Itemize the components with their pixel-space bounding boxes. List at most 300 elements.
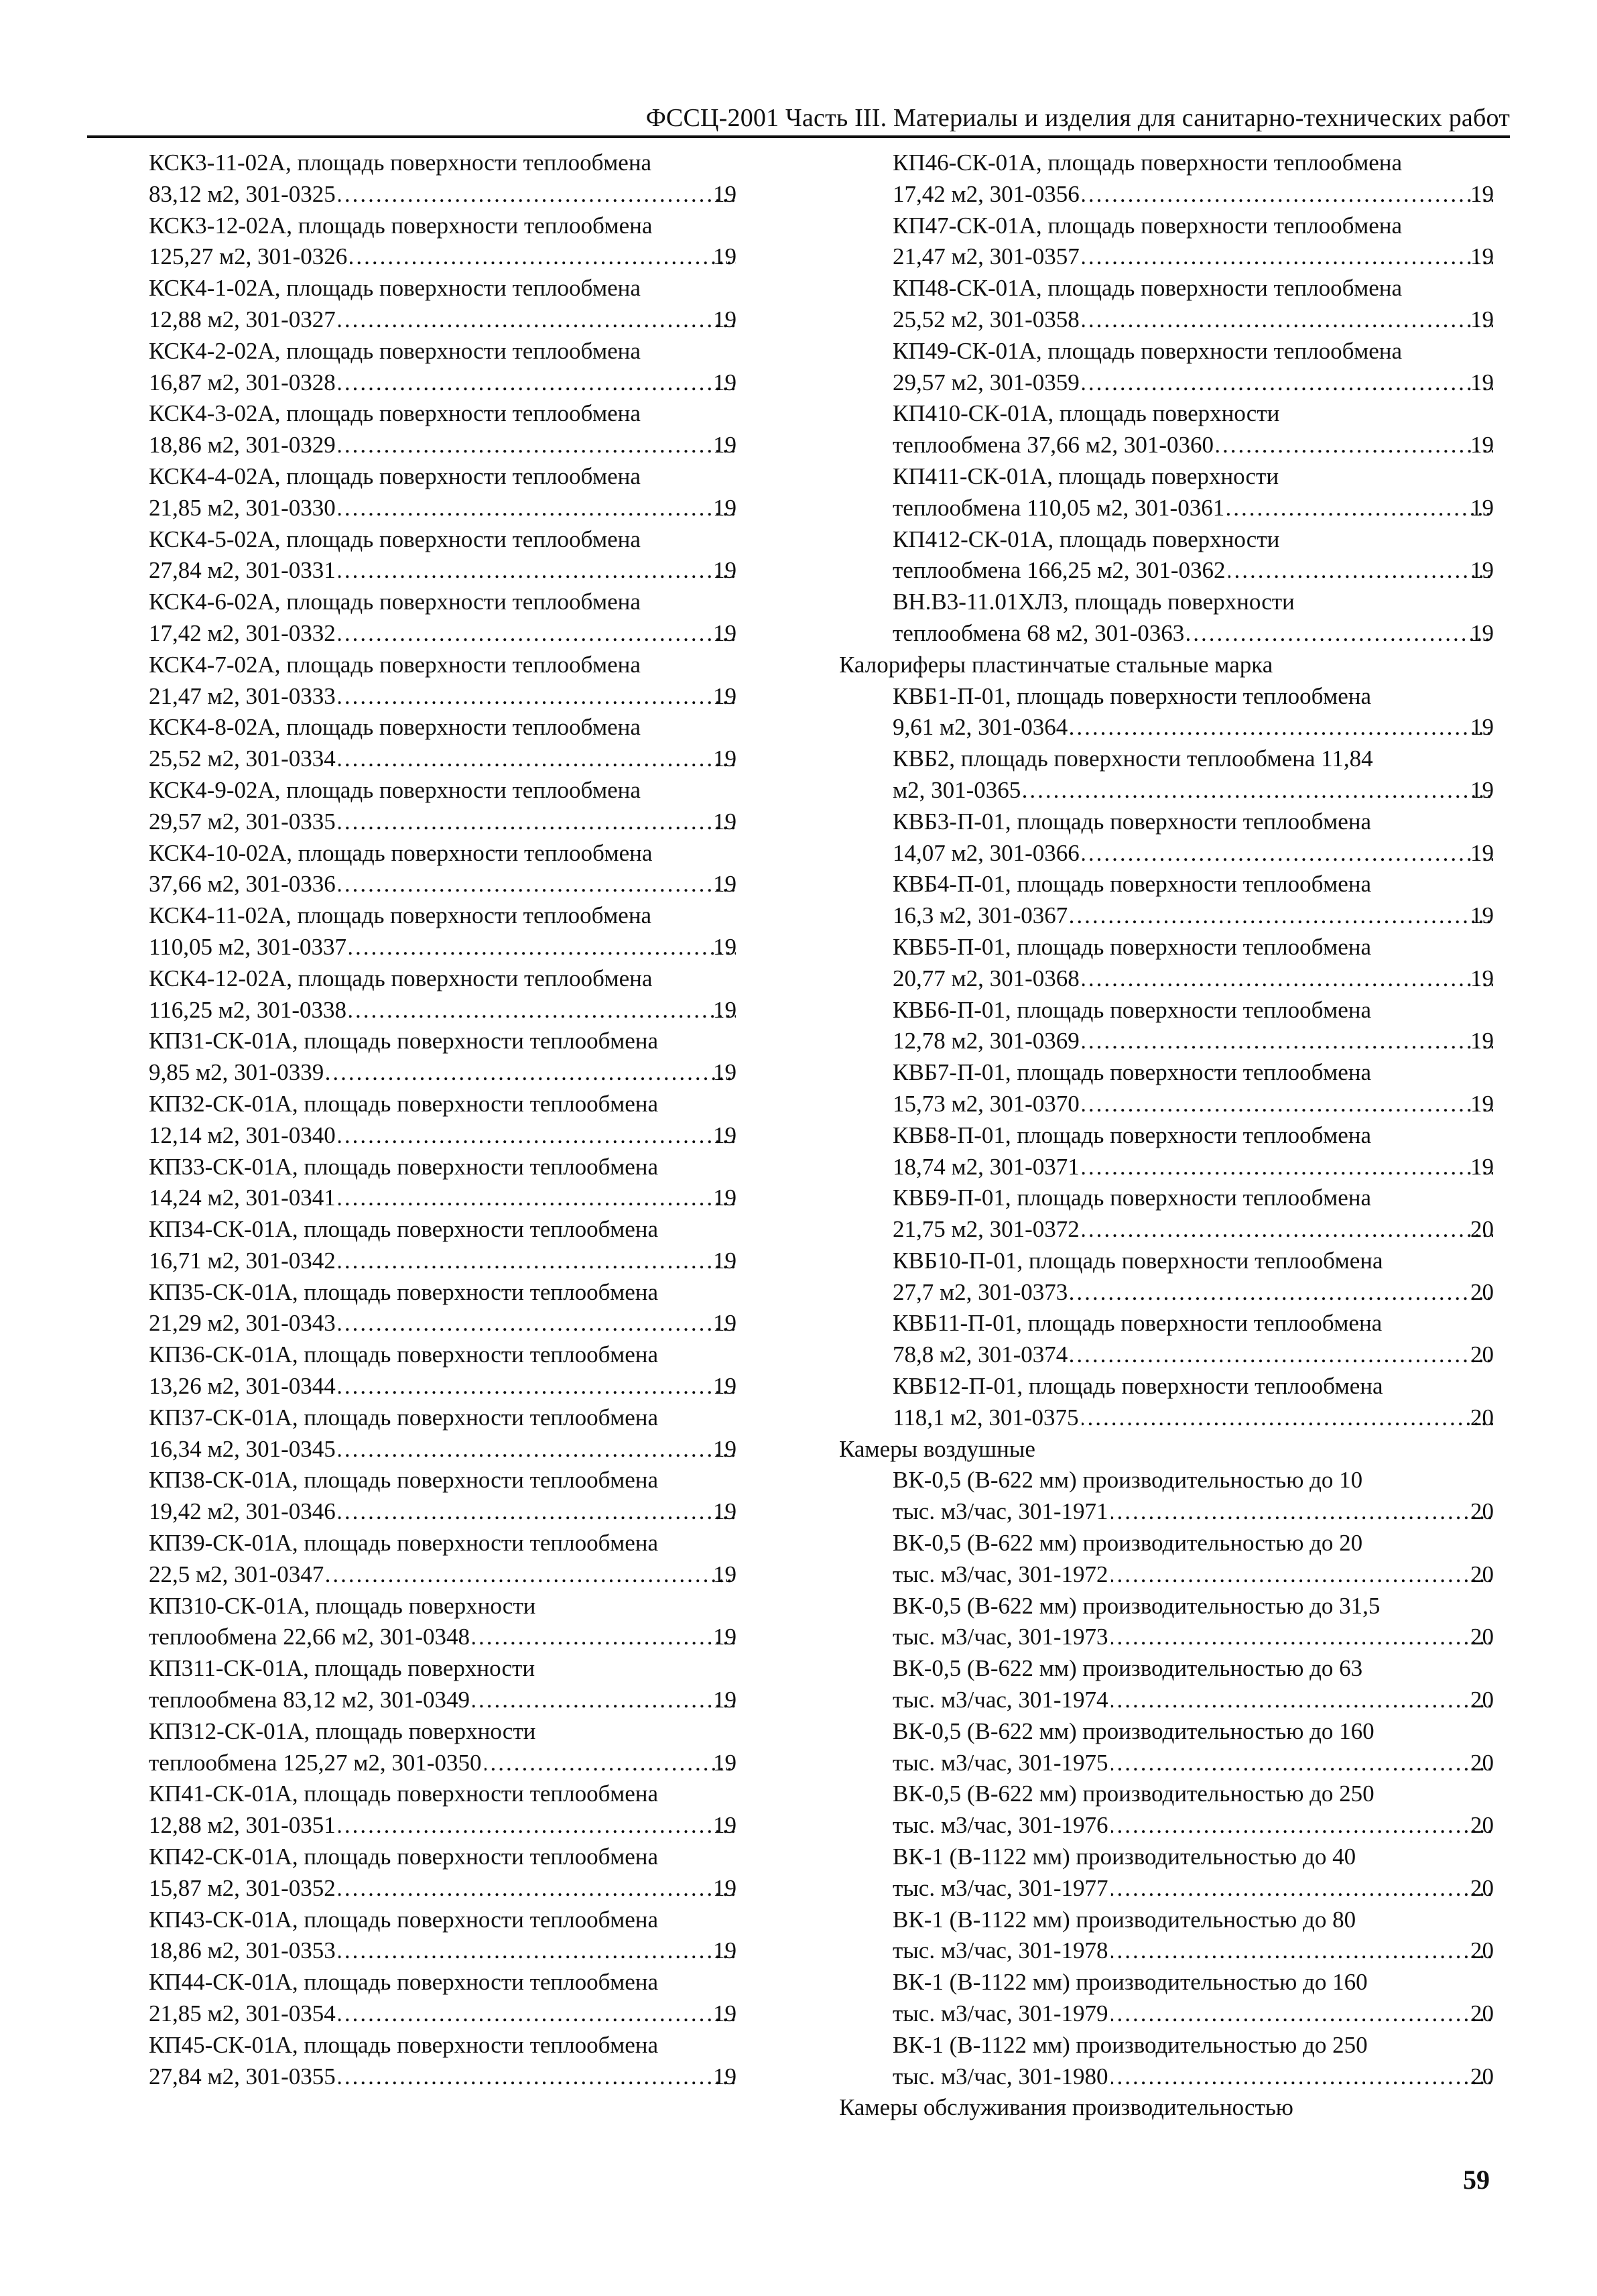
- entry-ref-line: 37,66 м2, 301-0336 ..... 19: [174, 869, 739, 900]
- entry-ref-line: 21,47 м2, 301-0357 ..... 19: [918, 241, 1496, 273]
- entry-code: теплообмена 37,66 м2, 301-0360: [893, 432, 1214, 459]
- entry-title: КВБ8-П-01, площадь поверхности теплообмена: [893, 1122, 1372, 1148]
- entry-title: КСК4-3-02А, площадь поверхности теплообмена: [149, 400, 641, 427]
- entry-title: КП411-СК-01А, площадь поверхности: [893, 463, 1279, 489]
- dot-leader: [338, 367, 736, 399]
- entry-title: КСК4-12-02А, площадь поверхности теплообмена: [149, 965, 653, 991]
- dot-leader: [1228, 555, 1494, 587]
- index-entry: [149, 1214, 739, 1277]
- index-entry: [149, 1778, 739, 1841]
- dot-leader: [338, 1998, 736, 2030]
- entry-ref-line: 17,42 м2, 301-0332 ..... 19: [174, 618, 739, 650]
- dot-leader: [1187, 618, 1493, 650]
- entry-ref-line: тыс. м3/час, 301-1978 ..... 20: [918, 1935, 1496, 1967]
- entry-code: тыс. м3/час, 301-1976: [893, 1812, 1108, 1839]
- entry-code: 18,86 м2, 301-0353: [149, 1937, 336, 1964]
- dot-leader: [326, 1057, 736, 1089]
- entry-code: м2, 301-0365: [893, 776, 1021, 803]
- entry-title: ВК-0,5 (В-622 мм) производительностью до 160: [893, 1717, 1375, 1744]
- entry-ref-line: 118,1 м2, 301-0375 ..... 20: [918, 1402, 1496, 1434]
- entry-ref-line: 19,42 м2, 301-0346 ..... 19: [174, 1496, 739, 1528]
- entry-ref-line: тыс. м3/час, 301-1973 ..... 20: [918, 1622, 1496, 1653]
- entry-title: КП311-СК-01А, площадь поверхности: [149, 1655, 535, 1682]
- entry-code: 14,24 м2, 301-0341: [149, 1185, 336, 1211]
- entry-ref-line: 13,26 м2, 301-0344 ..... 19: [174, 1371, 739, 1402]
- entry-code: 12,14 м2, 301-0340: [149, 1122, 336, 1148]
- entry-ref-line: 83,12 м2, 301-0325 ..... 19: [174, 179, 739, 210]
- dot-leader: [338, 681, 736, 713]
- entry-code: теплообмена 110,05 м2, 301-0361: [893, 494, 1225, 521]
- entry-code: 21,85 м2, 301-0354: [149, 2000, 336, 2027]
- entry-title: КВБ5-П-01, площадь поверхности теплообмена: [893, 933, 1372, 960]
- entry-code: 17,42 м2, 301-0356: [893, 180, 1080, 207]
- entry-ref-line: тыс. м3/час, 301-1972 ..... 20: [918, 1559, 1496, 1591]
- entry-ref-line: 25,52 м2, 301-0358 ..... 19: [918, 304, 1496, 336]
- index-entry: [149, 1277, 739, 1340]
- entry-title: КСК4-11-02А, площадь поверхности теплообмена: [149, 902, 652, 929]
- entry-ref-line: теплообмена 166,25 м2, 301-0362 ..... 19: [918, 555, 1496, 587]
- entry-ref-line: 125,27 м2, 301-0326 ..... 19: [174, 241, 739, 273]
- entry-title: КВБ10-П-01, площадь поверхности теплообмена: [893, 1247, 1383, 1274]
- entry-title: КСК4-2-02А, площадь поверхности теплообмена: [149, 337, 641, 364]
- entry-ref-line: 21,75 м2, 301-0372 ..... 20: [918, 1214, 1496, 1246]
- dot-leader: [338, 430, 736, 461]
- entry-title: КВБ3-П-01, площадь поверхности теплообмена: [893, 808, 1372, 835]
- entry-code: 21,75 м2, 301-0372: [893, 1216, 1080, 1243]
- entry-ref-line: теплообмена 37,66 м2, 301-0360 ..... 19: [918, 430, 1496, 461]
- dot-leader: [472, 1685, 736, 1716]
- dot-leader: [1111, 2061, 1493, 2093]
- dot-leader: [1111, 1998, 1493, 2030]
- index-entry: [893, 1591, 1496, 1654]
- index-entry: [149, 336, 739, 399]
- entry-title: ВК-0,5 (В-622 мм) производительностью до 63: [893, 1655, 1363, 1682]
- entry-code: теплообмена 83,12 м2, 301-0349: [149, 1687, 470, 1713]
- entry-code: 21,47 м2, 301-0333: [149, 682, 336, 709]
- entry-code: 21,29 м2, 301-0343: [149, 1310, 336, 1337]
- section-heading: Камеры обслуживания производительностью: [839, 2094, 1293, 2121]
- index-entry: [149, 838, 739, 901]
- index-entry: [893, 1905, 1496, 1968]
- dot-leader: [1111, 1873, 1493, 1905]
- entry-ref-line: 18,86 м2, 301-0353 ..... 19: [174, 1935, 739, 1967]
- entry-code: 15,87 м2, 301-0352: [149, 1874, 336, 1901]
- entry-title: КСК4-8-02А, площадь поверхности теплообмена: [149, 714, 641, 741]
- dot-leader: [349, 995, 736, 1026]
- entry-title: КСК4-9-02А, площадь поверхности теплообмена: [149, 776, 641, 803]
- entry-code: 37,66 м2, 301-0336: [149, 871, 336, 898]
- index-entry: [149, 273, 739, 336]
- entry-title: КСК4-4-02А, площадь поверхности теплообмена: [149, 463, 641, 489]
- header-title: ФССЦ-2001 Часть III. Материалы и изделия для санитарно-технических работ: [645, 104, 1510, 132]
- index-entry: [893, 587, 1496, 650]
- entry-title: КП412-СК-01А, площадь поверхности: [893, 526, 1280, 552]
- index-entry: [893, 1057, 1496, 1120]
- index-entry: [893, 1308, 1496, 1371]
- dot-leader: [338, 1434, 736, 1465]
- entry-ref-line: теплообмена 22,66 м2, 301-0348 ..... 19: [174, 1622, 739, 1653]
- index-entry: [893, 147, 1496, 210]
- dot-leader: [485, 1748, 737, 1779]
- entry-code: 25,52 м2, 301-0358: [893, 306, 1080, 333]
- entry-ref-line: 21,85 м2, 301-0330 ..... 19: [174, 493, 739, 524]
- entry-title: КП49-СК-01А, площадь поверхности теплообмена: [893, 337, 1403, 364]
- dot-leader: [1082, 963, 1493, 995]
- entry-ref-line: тыс. м3/час, 301-1974 ..... 20: [918, 1685, 1496, 1716]
- entry-code: 27,7 м2, 301-0373: [893, 1278, 1068, 1305]
- entry-title: КСК4-6-02А, площадь поверхности теплообмена: [149, 589, 641, 615]
- entry-code: теплообмена 68 м2, 301-0363: [893, 619, 1185, 646]
- entry-ref-line: 29,57 м2, 301-0335 ..... 19: [174, 806, 739, 838]
- dot-leader: [338, 1496, 736, 1528]
- dot-leader: [326, 1559, 736, 1591]
- entry-title: КП48-СК-01А, площадь поверхности теплообмена: [893, 275, 1403, 302]
- dot-leader: [1023, 775, 1493, 806]
- entry-code: 125,27 м2, 301-0326: [149, 243, 348, 270]
- dot-leader: [338, 806, 736, 838]
- entry-title: ВК-0,5 (В-622 мм) производительностью до 31,5: [893, 1592, 1381, 1619]
- dot-leader: [1070, 900, 1493, 932]
- entry-title: КСК4-7-02А, площадь поверхности теплообмена: [149, 651, 641, 678]
- index-entry: [893, 869, 1496, 932]
- index-entry: [149, 1152, 739, 1215]
- entry-code: 27,84 м2, 301-0355: [149, 2063, 336, 2090]
- entry-ref-line: 21,85 м2, 301-0354 ..... 19: [174, 1998, 739, 2030]
- entry-code: 18,74 м2, 301-0371: [893, 1153, 1080, 1180]
- entry-title: ВК-1 (В-1122 мм) производительностью до 250: [893, 2031, 1368, 2058]
- index-entry: [149, 587, 739, 650]
- dot-leader: [1082, 1402, 1493, 1434]
- index-entry: [893, 210, 1496, 274]
- dot-leader: [338, 1371, 736, 1402]
- dot-leader: [1111, 1559, 1493, 1591]
- entry-title: КП312-СК-01А, площадь поверхности: [149, 1717, 536, 1744]
- entry-title: КСК3-12-02А, площадь поверхности теплообмена: [149, 212, 653, 239]
- dot-leader: [472, 1622, 736, 1653]
- index-entry: [149, 1841, 739, 1905]
- entry-ref-line: 9,85 м2, 301-0339 ..... 19: [174, 1057, 739, 1089]
- index-entry: [149, 650, 739, 713]
- dot-leader: [338, 493, 736, 524]
- index-entry: [893, 806, 1496, 869]
- index-entry: [893, 1653, 1496, 1716]
- entry-ref-line: 9,61 м2, 301-0364 ..... 19: [918, 712, 1496, 743]
- entry-ref-line: тыс. м3/час, 301-1975 ..... 20: [918, 1748, 1496, 1779]
- index-entry: [149, 1591, 739, 1654]
- index-entry: [149, 210, 739, 274]
- entry-code: 13,26 м2, 301-0344: [149, 1373, 336, 1400]
- entry-title: ВК-0,5 (В-622 мм) производительностью до 10: [893, 1467, 1363, 1494]
- dot-leader: [1082, 367, 1493, 399]
- entry-code: тыс. м3/час, 301-1972: [893, 1561, 1108, 1587]
- index-entry: [149, 775, 739, 838]
- entry-title: КСК4-10-02А, площадь поверхности теплообмена: [149, 839, 653, 866]
- entry-ref-line: 22,5 м2, 301-0347 ..... 19: [174, 1559, 739, 1591]
- entry-title: ВК-1 (В-1122 мм) производительностью до 160: [893, 1969, 1368, 1996]
- entry-ref-line: 20,77 м2, 301-0368 ..... 19: [918, 963, 1496, 995]
- entry-ref-line: 14,24 м2, 301-0341 ..... 19: [174, 1183, 739, 1214]
- entry-code: тыс. м3/час, 301-1974: [893, 1687, 1108, 1713]
- entry-title: КП42-СК-01А, площадь поверхности теплообмена: [149, 1844, 659, 1870]
- entry-code: тыс. м3/час, 301-1980: [893, 2063, 1108, 2090]
- index-entry: [893, 2030, 1496, 2093]
- entry-ref-line: 15,73 м2, 301-0370 ..... 19: [918, 1089, 1496, 1120]
- entry-title: КВБ11-П-01, площадь поверхности теплообмена: [893, 1310, 1383, 1337]
- entry-ref-line: теплообмена 110,05 м2, 301-0361 ..... 19: [918, 493, 1496, 524]
- entry-ref-line: 21,29 м2, 301-0343 ..... 19: [174, 1308, 739, 1339]
- entry-title: КП310-СК-01А, площадь поверхности: [149, 1592, 536, 1619]
- entry-ref-line: 12,88 м2, 301-0351 ..... 19: [174, 1810, 739, 1841]
- index-entry: [149, 1528, 739, 1591]
- entry-code: тыс. м3/час, 301-1975: [893, 1749, 1108, 1776]
- entry-title: КВБ9-П-01, площадь поверхности теплообмена: [893, 1185, 1372, 1211]
- entry-code: 21,85 м2, 301-0330: [149, 494, 336, 521]
- entry-title: КП47-СК-01А, площадь поверхности теплообмена: [893, 212, 1403, 239]
- entry-code: 20,77 м2, 301-0368: [893, 965, 1080, 991]
- entry-ref-line: 16,34 м2, 301-0345 ..... 19: [174, 1434, 739, 1465]
- entry-code: 12,88 м2, 301-0351: [149, 1812, 336, 1839]
- index-entry: [893, 995, 1496, 1058]
- index-entry: [893, 1246, 1496, 1309]
- dot-leader: [1216, 430, 1493, 461]
- dot-leader: [1082, 304, 1493, 336]
- entry-title: КП33-СК-01А, площадь поверхности теплообмена: [149, 1153, 659, 1180]
- entry-code: тыс. м3/час, 301-1973: [893, 1624, 1108, 1650]
- entry-ref-line: 12,14 м2, 301-0340 ..... 19: [174, 1120, 739, 1152]
- entry-code: тыс. м3/час, 301-1977: [893, 1874, 1108, 1901]
- section-heading: Камеры воздушные: [839, 1435, 1035, 1462]
- index-entry: [149, 1905, 739, 1968]
- index-entry: [149, 1465, 739, 1528]
- index-entry: [149, 461, 739, 524]
- entry-title: КСК3-11-02А, площадь поверхности теплообмена: [149, 149, 652, 176]
- entry-ref-line: 15,87 м2, 301-0352 ..... 19: [174, 1873, 739, 1905]
- index-entry: [149, 712, 739, 775]
- index-column-right: [839, 147, 1496, 2124]
- entry-code: 12,78 м2, 301-0369: [893, 1028, 1080, 1054]
- entry-title: КП31-СК-01А, площадь поверхности теплообмена: [149, 1028, 659, 1054]
- entry-code: теплообмена 22,66 м2, 301-0348: [149, 1624, 470, 1650]
- entry-code: тыс. м3/час, 301-1978: [893, 1937, 1108, 1964]
- entry-title: КП37-СК-01А, площадь поверхности теплообмена: [149, 1404, 659, 1431]
- entry-ref-line: 16,3 м2, 301-0367 ..... 19: [918, 900, 1496, 932]
- index-entry: [893, 1967, 1496, 2030]
- entry-code: теплообмена 166,25 м2, 301-0362: [893, 557, 1226, 584]
- dot-leader: [338, 2061, 736, 2093]
- index-entry: [893, 1716, 1496, 1779]
- entry-title: КП34-СК-01А, площадь поверхности теплообмена: [149, 1216, 659, 1243]
- index-entry: [149, 1026, 739, 1089]
- entry-code: 17,42 м2, 301-0332: [149, 619, 336, 646]
- entry-code: 12,88 м2, 301-0327: [149, 306, 336, 333]
- entry-ref-line: 78,8 м2, 301-0374 ..... 20: [918, 1339, 1496, 1371]
- entry-ref-line: 27,84 м2, 301-0355 ..... 19: [174, 2061, 739, 2093]
- index-entry: [893, 273, 1496, 336]
- index-entry: [893, 1528, 1496, 1591]
- index-entry: [893, 1371, 1496, 1434]
- entry-code: 16,71 м2, 301-0342: [149, 1247, 336, 1274]
- dot-leader: [1111, 1496, 1493, 1528]
- entry-ref-line: 110,05 м2, 301-0337 ..... 19: [174, 932, 739, 963]
- index-entry: [149, 524, 739, 587]
- dot-leader: [1111, 1622, 1493, 1653]
- entry-ref-line: 116,25 м2, 301-0338 ..... 19: [174, 995, 739, 1026]
- entry-title: КП43-СК-01А, площадь поверхности теплообмена: [149, 1906, 659, 1933]
- index-entry: [893, 1183, 1496, 1246]
- entry-code: 29,57 м2, 301-0335: [149, 808, 336, 835]
- entry-ref-line: 27,7 м2, 301-0373 ..... 20: [918, 1277, 1496, 1309]
- index-entry: [149, 1967, 739, 2030]
- dot-leader: [1082, 1152, 1493, 1183]
- entry-title: КСК4-5-02А, площадь поверхности теплообмена: [149, 526, 641, 552]
- index-entry: [893, 524, 1496, 587]
- entry-title: КП36-СК-01А, площадь поверхности теплообмена: [149, 1341, 659, 1368]
- entry-code: 16,3 м2, 301-0367: [893, 902, 1068, 929]
- entry-code: 25,52 м2, 301-0334: [149, 745, 336, 772]
- entry-title: КП38-СК-01А, площадь поверхности теплообмена: [149, 1467, 659, 1494]
- entry-ref-line: м2, 301-0365 ..... 19: [918, 775, 1496, 806]
- index-entry: [893, 932, 1496, 995]
- dot-leader: [1227, 493, 1493, 524]
- entry-ref-line: тыс. м3/час, 301-1980 ..... 20: [918, 2061, 1496, 2093]
- entry-code: 27,84 м2, 301-0331: [149, 557, 336, 584]
- entry-code: 18,86 м2, 301-0329: [149, 432, 336, 459]
- entry-code: 83,12 м2, 301-0325: [149, 180, 336, 207]
- dot-leader: [338, 1246, 736, 1277]
- dot-leader: [350, 241, 736, 273]
- entry-code: 19,42 м2, 301-0346: [149, 1498, 336, 1525]
- index-column-left: [149, 147, 739, 2092]
- index-entry: [893, 743, 1496, 806]
- entry-code: 9,61 м2, 301-0364: [893, 714, 1068, 741]
- entry-title: ВК-1 (В-1122 мм) производительностью до 80: [893, 1906, 1356, 1933]
- index-entry: [149, 2030, 739, 2093]
- entry-title: КВБ12-П-01, площадь поверхности теплообмена: [893, 1373, 1383, 1400]
- entry-code: 78,8 м2, 301-0374: [893, 1341, 1068, 1368]
- dot-leader: [338, 1308, 736, 1339]
- entry-ref-line: тыс. м3/час, 301-1979 ..... 20: [918, 1998, 1496, 2030]
- index-entry: [893, 1778, 1496, 1841]
- entry-ref-line: тыс. м3/час, 301-1977 ..... 20: [918, 1873, 1496, 1905]
- entry-code: 15,73 м2, 301-0370: [893, 1090, 1080, 1117]
- dot-leader: [1111, 1685, 1493, 1716]
- index-entry: [149, 1089, 739, 1152]
- dot-leader: [1082, 179, 1493, 210]
- entry-title: КП39-СК-01А, площадь поверхности теплообмена: [149, 1530, 659, 1557]
- entry-code: теплообмена 125,27 м2, 301-0350: [149, 1749, 482, 1776]
- entry-title: КП44-СК-01А, площадь поверхности теплообмена: [149, 1969, 659, 1996]
- index-entry: [149, 398, 739, 461]
- entry-code: 22,5 м2, 301-0347: [149, 1561, 324, 1587]
- dot-leader: [338, 1183, 736, 1214]
- dot-leader: [338, 618, 736, 650]
- entry-ref-line: 16,87 м2, 301-0328 ..... 19: [174, 367, 739, 399]
- index-entry: [893, 1465, 1496, 1528]
- entry-code: 16,34 м2, 301-0345: [149, 1435, 336, 1462]
- entry-ref-line: 27,84 м2, 301-0331 ..... 19: [174, 555, 739, 587]
- entry-code: тыс. м3/час, 301-1971: [893, 1498, 1108, 1525]
- index-entry: [893, 1120, 1496, 1183]
- section-heading: Калориферы пластинчатые стальные марка: [839, 651, 1273, 678]
- dot-leader: [1111, 1935, 1493, 1967]
- entry-title: КП46-СК-01А, площадь поверхности теплообмена: [893, 149, 1403, 176]
- dot-leader: [1082, 838, 1493, 869]
- entry-code: 29,57 м2, 301-0359: [893, 369, 1080, 396]
- entry-code: 116,25 м2, 301-0338: [149, 996, 347, 1023]
- index-entry: [893, 681, 1496, 744]
- dot-leader: [338, 869, 736, 900]
- entry-code: 16,87 м2, 301-0328: [149, 369, 336, 396]
- entry-title: КП41-СК-01А, площадь поверхности теплообмена: [149, 1780, 659, 1807]
- entry-title: ВК-0,5 (В-622 мм) производительностью до 250: [893, 1780, 1375, 1807]
- index-entry: [149, 147, 739, 210]
- dot-leader: [1111, 1810, 1493, 1841]
- entry-ref-line: 12,78 м2, 301-0369 ..... 19: [918, 1026, 1496, 1057]
- dot-leader: [338, 179, 736, 210]
- entry-ref-line: теплообмена 125,27 м2, 301-0350 ..... 19: [174, 1748, 739, 1779]
- index-entry: [893, 1841, 1496, 1905]
- entry-ref-line: 16,71 м2, 301-0342 ..... 19: [174, 1246, 739, 1277]
- entry-code: 14,07 м2, 301-0366: [893, 839, 1080, 866]
- dot-leader: [338, 743, 736, 775]
- entry-ref-line: теплообмена 83,12 м2, 301-0349 ..... 19: [174, 1685, 739, 1716]
- entry-ref-line: тыс. м3/час, 301-1971 ..... 20: [918, 1496, 1496, 1528]
- index-entry: [149, 1339, 739, 1402]
- index-entry: [893, 461, 1496, 524]
- entry-title: КП35-СК-01А, площадь поверхности теплообмена: [149, 1278, 659, 1305]
- dot-leader: [349, 932, 736, 963]
- entry-title: КВБ7-П-01, площадь поверхности теплообмена: [893, 1059, 1372, 1086]
- entry-ref-line: теплообмена 68 м2, 301-0363 ..... 19: [918, 618, 1496, 650]
- dot-leader: [338, 1873, 736, 1905]
- entry-ref-line: 18,74 м2, 301-0371 ..... 19: [918, 1152, 1496, 1183]
- entry-ref-line: 25,52 м2, 301-0334 ..... 19: [174, 743, 739, 775]
- index-entry: [893, 336, 1496, 399]
- dot-leader: [338, 1935, 736, 1967]
- dot-leader: [1082, 1026, 1493, 1057]
- index-entry: [149, 1402, 739, 1465]
- index-entry: [149, 963, 739, 1026]
- dot-leader: [1111, 1748, 1493, 1779]
- page-number: 59: [1463, 2165, 1490, 2195]
- dot-leader: [1082, 241, 1493, 273]
- dot-leader: [1070, 712, 1493, 743]
- dot-leader: [338, 1810, 736, 1841]
- index-entry: [149, 900, 739, 963]
- entry-title: КВБ1-П-01, площадь поверхности теплообмена: [893, 682, 1372, 709]
- entry-title: КП410-СК-01А, площадь поверхности: [893, 400, 1280, 427]
- entry-title: ВК-1 (В-1122 мм) производительностью до 40: [893, 1844, 1356, 1870]
- entry-code: 118,1 м2, 301-0375: [893, 1404, 1079, 1431]
- index-entry: [893, 398, 1496, 461]
- dot-leader: [1070, 1339, 1493, 1371]
- dot-leader: [1082, 1214, 1493, 1246]
- entry-ref-line: 18,86 м2, 301-0329 ..... 19: [174, 430, 739, 461]
- index-entry: [149, 1716, 739, 1779]
- entry-code: 110,05 м2, 301-0337: [149, 933, 347, 960]
- dot-leader: [338, 1120, 736, 1152]
- entry-title: ВК-0,5 (В-622 мм) производительностью до 20: [893, 1530, 1363, 1557]
- dot-leader: [1082, 1089, 1493, 1120]
- dot-leader: [1070, 1277, 1493, 1309]
- entry-ref-line: 12,88 м2, 301-0327 ..... 19: [174, 304, 739, 336]
- entry-title: КП45-СК-01А, площадь поверхности теплообмена: [149, 2031, 659, 2058]
- entry-code: 21,47 м2, 301-0357: [893, 243, 1080, 270]
- entry-code: 9,85 м2, 301-0339: [149, 1059, 324, 1086]
- entry-title: КВБ4-П-01, площадь поверхности теплообмена: [893, 871, 1372, 898]
- entry-title: КП32-СК-01А, площадь поверхности теплообмена: [149, 1090, 659, 1117]
- entry-ref-line: 21,47 м2, 301-0333 ..... 19: [174, 681, 739, 713]
